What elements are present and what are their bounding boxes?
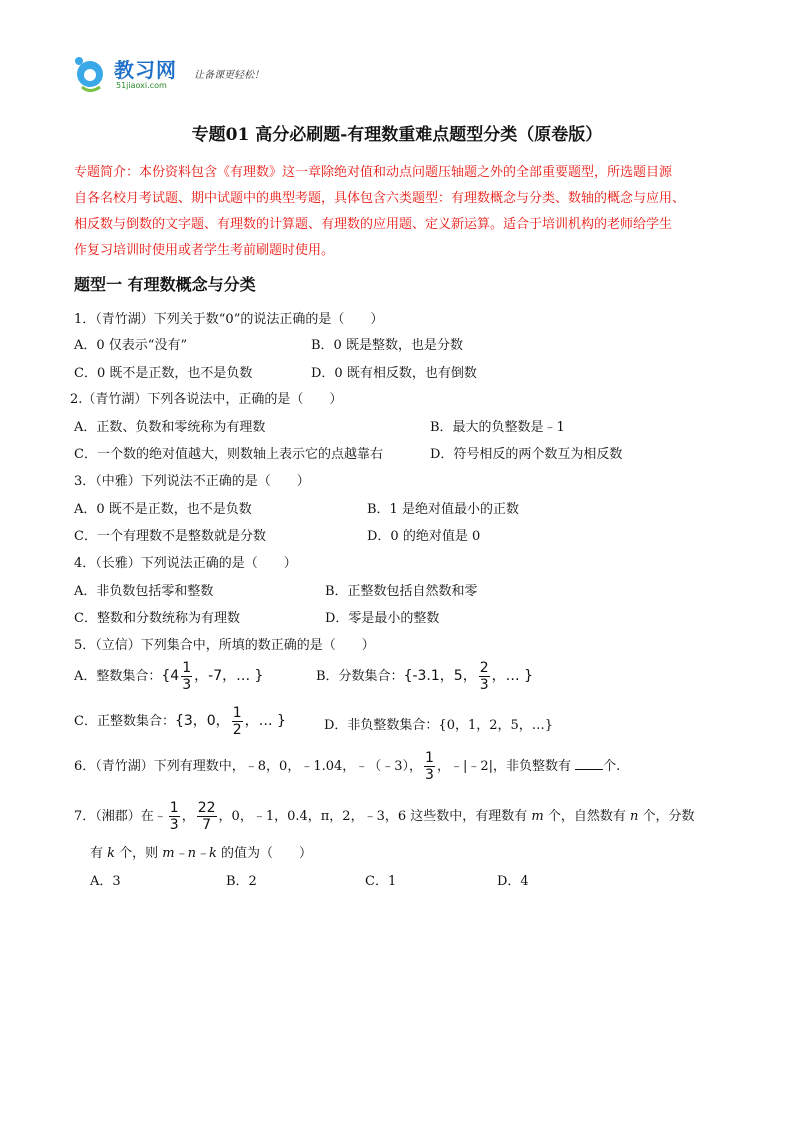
question-2-stem: 2.（青竹湖）下列各说法中，正确的是（ ） — [70, 392, 343, 407]
question-7-option-c: C．1 — [365, 874, 397, 889]
fraction-denominator: 3 — [479, 677, 489, 693]
expression: m﹣n﹣k — [162, 846, 217, 861]
question-5-option-a — [74, 660, 263, 693]
intro-line: 自各名校月考试题、期中试题中的典型考题，具体包含六类题型：有理数概念与分类、数轴的概念与应用、 — [74, 191, 686, 206]
fraction-denominator: 3 — [425, 767, 434, 783]
fraction-denominator: 7 — [202, 817, 212, 833]
question-5-option-c — [74, 705, 286, 738]
site-logo[interactable] — [72, 54, 302, 94]
option-label: C．正整数集合： — [74, 714, 175, 729]
fraction — [181, 660, 192, 693]
question-2-option-b: B．最大的负整数是﹣1 — [430, 420, 565, 435]
question-1-stem: 1．（青竹湖）下列关于数“0”的说法正确的是（ ） — [74, 312, 384, 327]
question-7-text: 个，则 — [115, 846, 163, 861]
question-7-text: ， — [181, 809, 195, 824]
variable-n: n — [629, 809, 639, 824]
intro-line: 作复习培训时使用或者学生考前刷题时使用。 — [74, 243, 335, 258]
question-3-option-a: A．0 既不是正数，也不是负数 — [74, 502, 252, 517]
question-2-option-d: D．符号相反的两个数互为相反数 — [430, 447, 623, 462]
question-5-option-d: D．非负整数集合：{0，1，2，5，…} — [324, 718, 554, 733]
intro-line: 专题简介：本份资料包含《有理数》这一章除绝对值和动点问题压轴题之外的全部重要题型，所选题目源 — [74, 165, 673, 180]
section-heading: 题型一 有理数概念与分类 — [74, 275, 256, 294]
question-6-text: 6．（青竹湖）下列有理数中，﹣8，0，﹣1.04，﹣（﹣3）， — [74, 759, 423, 774]
fraction — [479, 660, 490, 693]
question-4-option-d: D．零是最小的整数 — [325, 611, 440, 626]
question-7-text: 的值为（ ） — [216, 846, 313, 861]
fraction-denominator: 3 — [169, 817, 179, 833]
fraction-numerator: 2 — [479, 660, 489, 676]
question-3-stem: 3．（中雅）下列说法不正确的是（ ） — [74, 474, 310, 489]
set-rest: ，-7，… } — [194, 668, 264, 684]
fraction-denominator: 2 — [232, 722, 242, 738]
question-2-option-c: C．一个数的绝对值越大，则数轴上表示它的点越靠右 — [74, 447, 383, 462]
fraction-numerator: 1 — [232, 705, 242, 721]
question-1-option-a: A．0 仅表示“没有” — [74, 338, 188, 353]
fraction-numerator: 1 — [169, 800, 179, 816]
question-4-option-c: C．整数和分数统称为有理数 — [74, 611, 240, 626]
question-5-option-b — [316, 660, 533, 693]
question-7-text: ，0，﹣1，0.4，π，2，﹣3，6 这些数中，有理数有 — [218, 809, 532, 824]
option-label: A．整数集合： — [74, 669, 162, 684]
fraction-denominator: 3 — [182, 677, 192, 693]
question-4-stem: 4．（长雅）下列说法正确的是（ ） — [74, 556, 297, 571]
logo-url: 51jiaoxi.com — [116, 81, 167, 90]
question-6 — [74, 750, 620, 783]
fraction-numerator: 22 — [197, 800, 216, 816]
logo-slogan: 让备课更轻松！ — [194, 70, 264, 81]
question-7-line-2 — [90, 842, 312, 861]
page-title: 专题01 高分必刷题-有理数重难点题型分类（原卷版） — [191, 125, 603, 145]
intro-line: 相反数与倒数的文字题、有理数的计算题、有理数的应用题、定义新运算。适合于培训机构的老师给学生 — [74, 217, 673, 232]
set-open: {4 — [161, 668, 180, 684]
fraction — [424, 750, 435, 783]
question-7-option-a: A．3 — [90, 874, 121, 889]
fraction — [169, 800, 180, 833]
question-4-option-a: A．非负数包括零和整数 — [74, 584, 214, 599]
question-7-option-d: D．4 — [497, 874, 529, 889]
fraction — [197, 800, 217, 833]
question-7-line-1 — [74, 800, 695, 833]
question-1-option-b: B．0 既是整数，也是分数 — [311, 338, 463, 353]
question-5-stem: 5．（立信）下列集合中，所填的数正确的是（ ） — [74, 638, 375, 653]
question-1-option-c: C．0 既不是正数，也不是负数 — [74, 366, 253, 381]
set-rest: ，… } — [491, 668, 533, 684]
question-7-text: 7．（湘郡）在﹣ — [74, 809, 167, 824]
intro-paragraph — [74, 160, 734, 264]
logo-name: 教习网 — [114, 58, 177, 82]
set-prefix: {-3.1，5， — [403, 668, 477, 684]
question-7-text: 个，自然数有 — [543, 809, 630, 824]
answer-blank[interactable] — [575, 757, 603, 770]
question-1-option-d: D．0 既有相反数，也有倒数 — [311, 366, 477, 381]
question-6-text: 个. — [603, 759, 621, 774]
question-3-option-c: C．一个有理数不是整数就是分数 — [74, 529, 266, 544]
fraction-numerator: 1 — [182, 660, 192, 676]
question-3-option-b: B．1 是绝对值最小的正数 — [367, 502, 519, 517]
fraction — [232, 705, 243, 738]
question-4-option-b: B．正整数包括自然数和零 — [325, 584, 478, 599]
question-7-text: 有 — [90, 846, 108, 861]
logo-icon — [72, 54, 108, 92]
question-7-option-b: B．2 — [226, 874, 257, 889]
question-7-text: 个，分数 — [638, 809, 695, 824]
set-prefix: {3，0， — [174, 713, 230, 729]
option-label: B．分数集合： — [316, 669, 404, 684]
variable-m: m — [531, 809, 544, 824]
question-2-option-a: A．正数、负数和零统称为有理数 — [74, 420, 266, 435]
question-6-text: ，﹣|﹣2|，非负整数有 — [436, 759, 571, 774]
set-rest: ，… } — [244, 713, 286, 729]
question-3-option-d: D．0 的绝对值是 0 — [367, 529, 481, 544]
fraction-numerator: 1 — [425, 750, 434, 766]
variable-k: k — [107, 846, 116, 861]
